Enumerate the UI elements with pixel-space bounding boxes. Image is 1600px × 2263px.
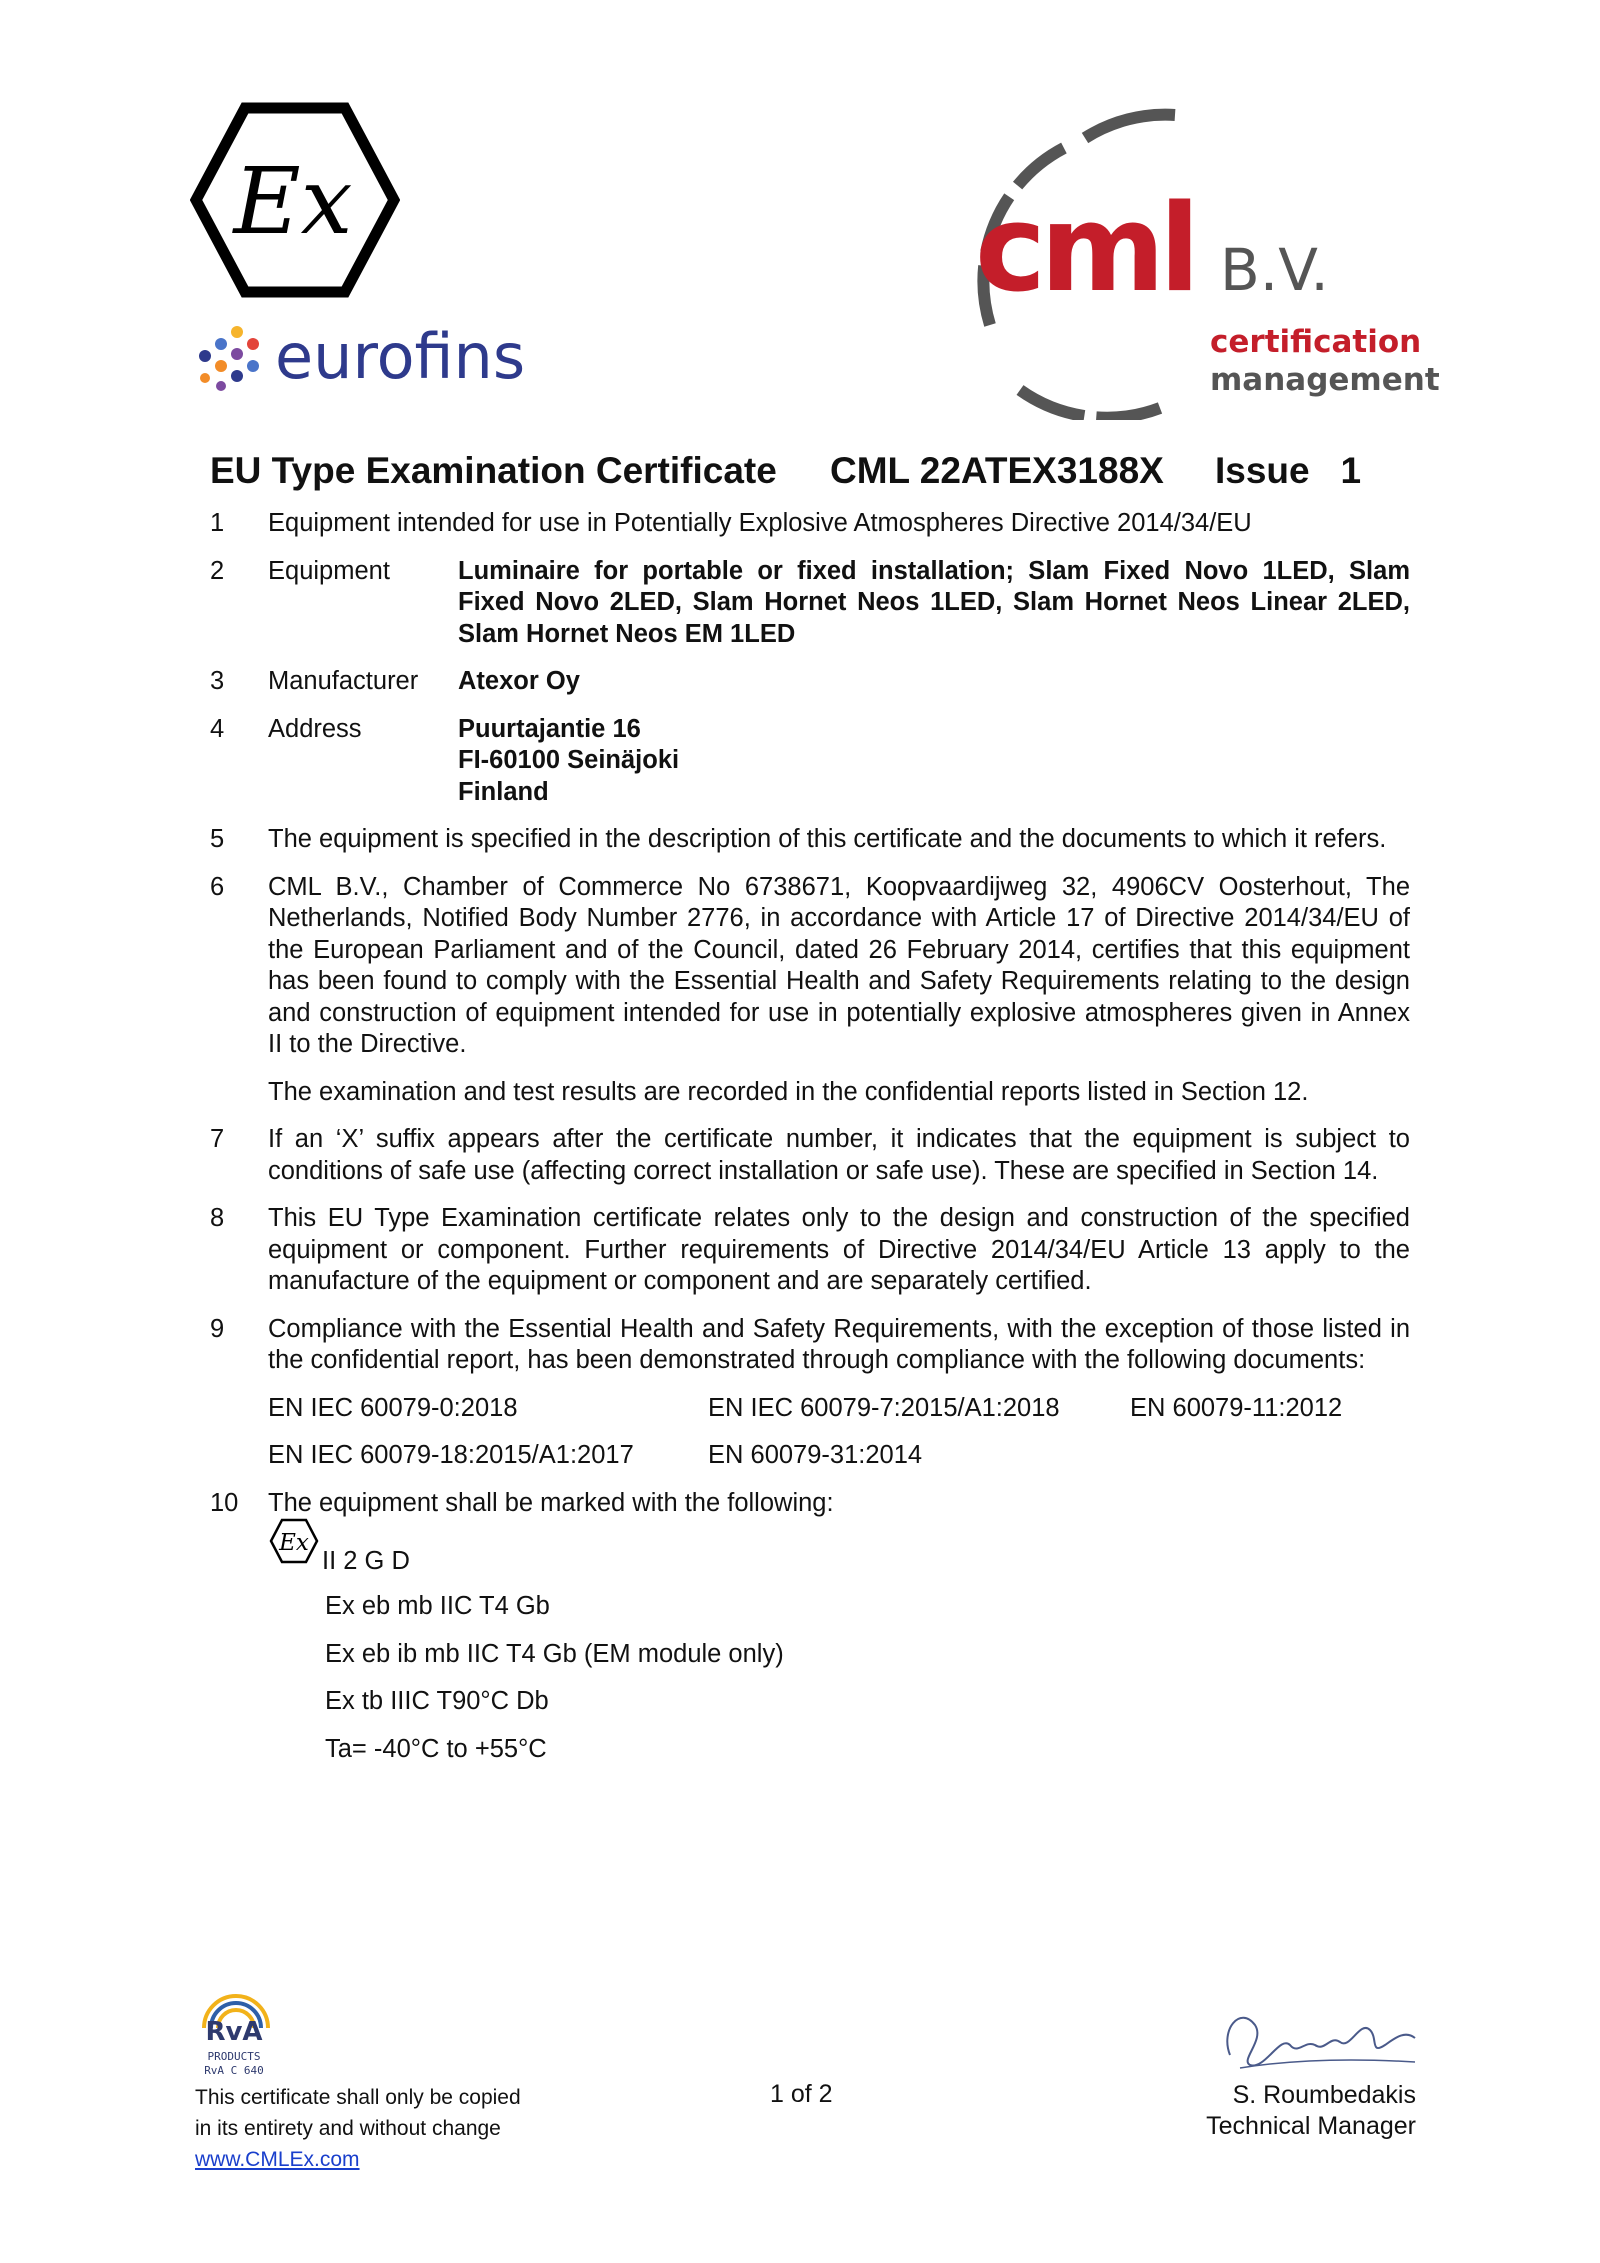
certificate-number: CML 22ATEX3188X — [830, 450, 1164, 491]
item-6 — [210, 872, 1410, 1109]
copy-notice-line-2: in its entirety and without change — [195, 2117, 501, 2140]
standard-item: EN IEC 60079-18:2015/A1:2017 — [268, 1441, 634, 1469]
marking-line-1: II 2 G D — [322, 1546, 410, 1575]
marking-line-3: Ex eb ib mb IIC T4 Gb (EM module only) — [325, 1639, 784, 1668]
item-number: 7 — [210, 1125, 225, 1153]
rva-products-text: PRODUCTS — [207, 2050, 261, 2063]
item-number: 3 — [210, 667, 225, 695]
item-text: This EU Type Examination certificate relates only to the design and construction of the specified equipment or component. Further requirements of Directive 2014/34/EU Article 13 apply to the manufacture of the equipment or component and are separately certified. — [268, 1204, 1410, 1295]
address-line-3: Finland — [458, 777, 549, 806]
certificate-title: EU Type Examination Certificate — [210, 450, 777, 491]
item-text: If an ‘X’ suffix appears after the certificate number, it indicates that the equipment is subject to conditions of safe use (affecting correct installation or safe use). These are specified in Section 14. — [268, 1125, 1410, 1185]
item-2 — [210, 556, 1410, 651]
equipment-label: Equipment — [268, 556, 390, 585]
certificate-body — [210, 508, 1410, 1781]
ex-marking-icon — [268, 1517, 320, 1565]
item-7 — [210, 1124, 1410, 1187]
item-10 — [210, 1488, 1410, 1520]
address-line-1: Puurtajantie 16 — [458, 714, 641, 743]
standards-list — [268, 1393, 1410, 1472]
footer-copy-notice — [195, 2082, 521, 2175]
rva-accreditation-logo — [196, 1988, 286, 2088]
standard-item: EN 60079-31:2014 — [708, 1441, 923, 1469]
marking-line-4: Ex tb IIIC T90°C Db — [325, 1687, 549, 1715]
item-text: CML B.V., Chamber of Commerce No 6738671, Koopvaardijweg 32, 4906CV Oosterhout, The Netherlands, Notified Body Number 2776, in accordance with Article 17 of Directive 2014/34/EU of the European Parliament and of the Council, dated 26 February 2014, certifies that this equipment has been found to comply with the Essential Health and Safety Requirements relating to the design and construction of equipment intended for use in potentially explosive atmospheres given in Annex II to the Directive. — [268, 872, 1410, 1058]
signatory-name: S. Roumbedakis — [1232, 2081, 1416, 2109]
item-text-2: The examination and test results are recorded in the confidential reports listed in Section 12. — [268, 1077, 1309, 1106]
rva-letters: RvA — [205, 2017, 263, 2047]
cml-tagline-2: management — [1210, 362, 1440, 398]
ex-hexagon-logo — [190, 100, 400, 300]
rva-number-text: RvA C 640 — [204, 2064, 264, 2077]
item-9 — [210, 1314, 1410, 1472]
item-3 — [210, 666, 1410, 698]
manufacturer-label: Manufacturer — [268, 667, 419, 695]
item-text: Compliance with the Essential Health and Safety Requirements, with the exception of those listed in the confidential report, has been demonstrated through compliance with the following documents: — [268, 1314, 1410, 1374]
item-number: 2 — [210, 556, 225, 585]
marking-line-5: Ta= -40°C to +55°C — [325, 1734, 547, 1763]
item-number: 4 — [210, 714, 225, 743]
item-1 — [210, 508, 1410, 540]
item-5 — [210, 824, 1410, 856]
item-number: 8 — [210, 1204, 225, 1232]
equipment-value: Luminaire for portable or fixed installation; Slam Fixed Novo 1LED, Slam Fixed Novo 2LED, Slam Hornet Neos 1LED, Slam Hornet Neos Linear 2LED, Slam Hornet Neos EM 1LED — [458, 556, 1410, 648]
cml-bv-text: B.V. — [1220, 236, 1329, 304]
item-8 — [210, 1203, 1410, 1298]
ex-logo-text: Ex — [233, 148, 353, 255]
manufacturer-value: Atexor Oy — [458, 667, 580, 695]
standard-item: EN IEC 60079-0:2018 — [268, 1393, 518, 1422]
item-text: Equipment intended for use in Potentially Explosive Atmospheres Directive 2014/34/EU — [268, 509, 1252, 537]
item-number: 6 — [210, 872, 225, 901]
address-line-2: FI-60100 Seinäjoki — [458, 746, 680, 774]
standard-item: EN IEC 60079-7:2015/A1:2018 — [708, 1393, 1060, 1422]
cml-tagline-1: certification — [1210, 324, 1422, 360]
eurofins-logo — [193, 318, 593, 398]
cml-wordmark: cml — [975, 180, 1195, 319]
equipment-marking — [210, 1529, 1410, 1765]
eurofins-dots-icon — [199, 326, 259, 391]
item-number: 5 — [210, 825, 225, 853]
signature-image — [1210, 2000, 1425, 2080]
item-text: The equipment is specified in the description of this certificate and the documents to which it refers. — [268, 825, 1387, 853]
marking-line-2: Ex eb mb IIC T4 Gb — [325, 1592, 550, 1620]
item-text: The equipment shall be marked with the following: — [268, 1488, 834, 1517]
address-label: Address — [268, 714, 362, 743]
standard-item: EN 60079-11:2012 — [1130, 1393, 1343, 1422]
item-4 — [210, 714, 1410, 809]
certificate-heading — [210, 450, 1410, 492]
website-link[interactable]: www.CMLEx.com — [195, 2148, 360, 2171]
page-number: 1 of 2 — [770, 2080, 833, 2108]
signatory-role: Technical Manager — [1206, 2112, 1416, 2140]
copy-notice-line-1: This certificate shall only be copied — [195, 2086, 521, 2109]
item-number: 9 — [210, 1314, 225, 1343]
cml-bv-logo — [920, 90, 1440, 420]
signatory-block — [1100, 2080, 1416, 2142]
item-number: 10 — [210, 1488, 239, 1517]
eurofins-wordmark: eurofins — [275, 320, 526, 393]
item-number: 1 — [210, 509, 225, 537]
issue-number: Issue 1 — [1215, 450, 1362, 491]
ex-marking-text: Ex — [279, 1530, 309, 1556]
